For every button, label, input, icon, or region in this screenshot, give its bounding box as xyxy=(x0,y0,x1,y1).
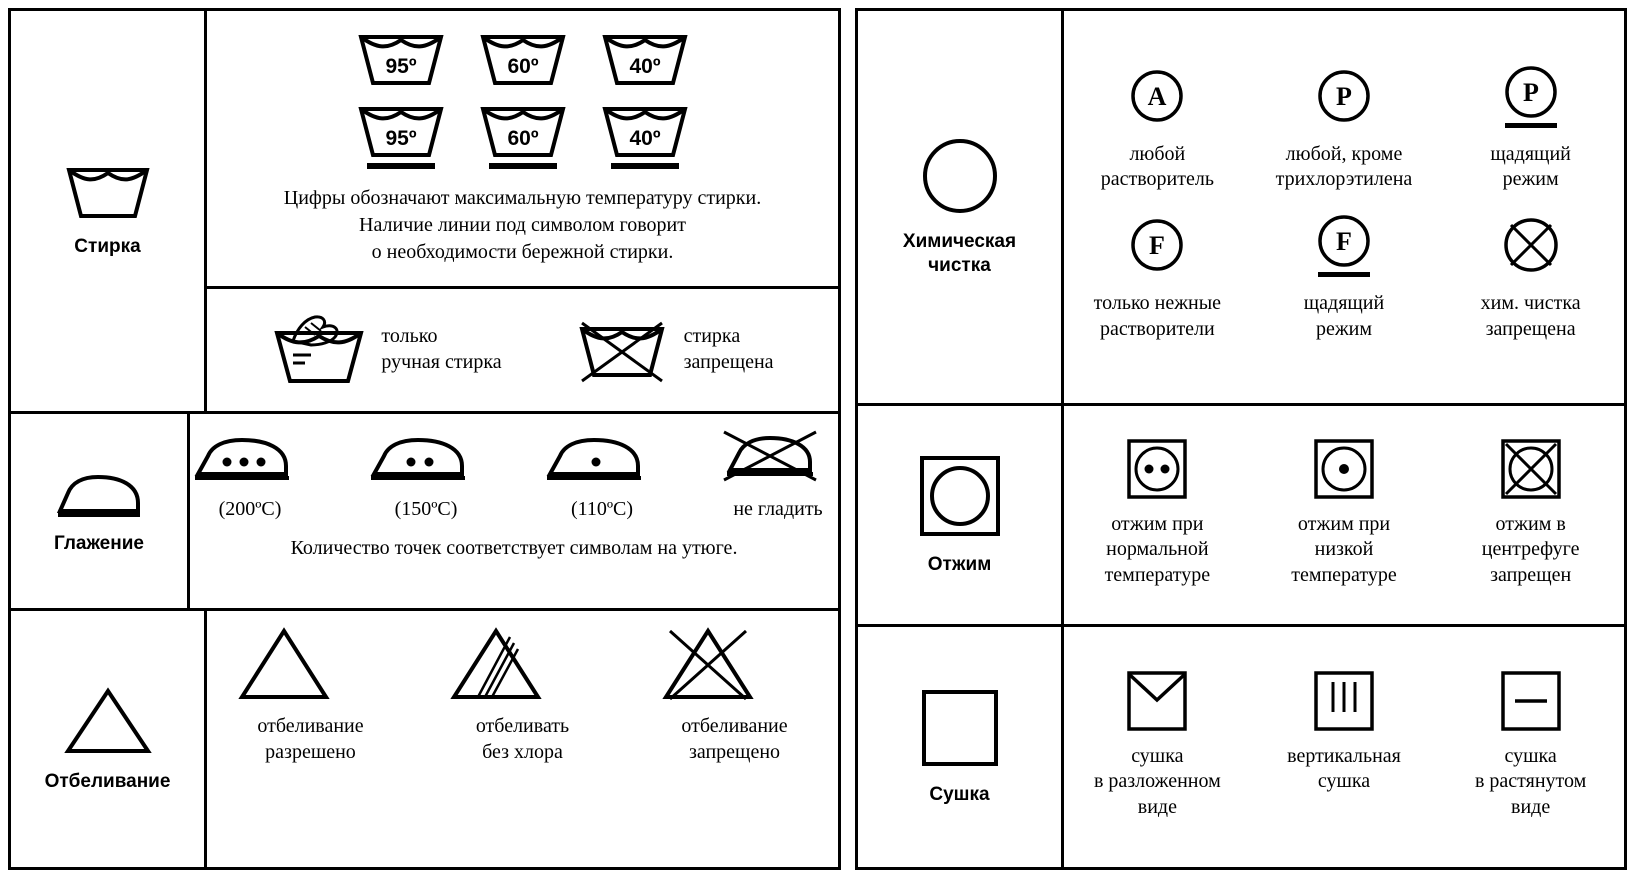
dryclean-f-caption-line-1: только нежные xyxy=(1093,292,1222,314)
spin-normal-item xyxy=(1064,428,1251,603)
bleach-items xyxy=(207,611,838,765)
wash-special xyxy=(207,286,838,411)
drycleaning-body xyxy=(1064,11,1624,403)
spin-low-caption-line-2: низкой xyxy=(1314,538,1374,561)
wash-note-line-1: Цифры обозначают максимальную температуру стирки. xyxy=(283,187,762,209)
no-spin-icon xyxy=(1498,438,1564,500)
dry-flat-item xyxy=(1064,660,1251,835)
dry-stretched-caption xyxy=(1475,744,1586,821)
iron-1-dot-item xyxy=(542,428,662,521)
dry-flat-icon xyxy=(1124,670,1190,732)
row-drying xyxy=(855,627,1627,870)
row-wash xyxy=(8,8,841,414)
dryclean-p-icon xyxy=(1313,68,1375,130)
dryclean-f-item xyxy=(1064,207,1251,356)
bleach-allowed-caption-line-1: отбеливание xyxy=(257,715,364,737)
spin-low-icon xyxy=(1311,438,1377,500)
spin-normal-caption-line-3: температуре xyxy=(1104,563,1211,586)
category-ironing-label: Глажение xyxy=(54,533,144,554)
row-ironing xyxy=(8,414,841,611)
bleach-allowed-caption xyxy=(236,713,386,765)
dryclean-f-gentle-icon xyxy=(1313,217,1375,279)
dry-flat-caption-line-2: в разложенном xyxy=(1093,770,1221,793)
no-dryclean-caption-line-1: хим. чистка xyxy=(1480,292,1581,314)
no-iron-caption: не гладить xyxy=(733,498,823,520)
no-spin-caption xyxy=(1482,512,1580,589)
dry-vertical-caption xyxy=(1287,744,1401,795)
category-drycleaning-label xyxy=(903,230,1016,278)
wash-40-gentle-icon xyxy=(601,103,689,175)
dry-stretched-caption-line-1: сушка xyxy=(1504,744,1557,767)
no-wash-caption xyxy=(684,323,774,375)
dryclean-f-gentle-item xyxy=(1251,207,1438,356)
dryclean-p-caption-line-1: любой, кроме xyxy=(1285,142,1403,165)
dry-stretched-icon xyxy=(1498,670,1564,732)
iron-3-dots-caption: (200ºC) xyxy=(218,498,282,520)
bleach-allowed-icon xyxy=(236,625,386,703)
category-bleaching-label: Отбеливание xyxy=(44,771,171,792)
spin-normal-caption-line-1: отжим при xyxy=(1111,512,1204,535)
spin-low-caption-line-3: температуре xyxy=(1291,563,1397,586)
iron-3-dots-icon xyxy=(190,428,310,486)
iron-3-dots-item xyxy=(190,428,310,521)
bleach-allowed-caption-line-2: разрешено xyxy=(265,741,356,763)
dryclean-p-gentle-caption-line-2: режим xyxy=(1502,168,1559,191)
svg-text:95º: 95º xyxy=(384,55,417,78)
svg-text:P: P xyxy=(1522,77,1539,107)
dry-flat-caption xyxy=(1094,744,1221,821)
chart-table xyxy=(8,8,1627,870)
no-spin-caption-line-3: запрещен xyxy=(1490,563,1572,586)
svg-text:60º: 60º xyxy=(506,127,539,150)
dry-flat-caption-line-3: виде xyxy=(1137,795,1177,818)
bleach-no-chlorine-caption-line-2: без хлора xyxy=(482,741,563,763)
dryclean-a-caption-line-2: растворитель xyxy=(1100,168,1214,191)
category-bleaching xyxy=(11,611,207,867)
dryclean-p-gentle-caption-line-1: щадящий xyxy=(1490,142,1571,165)
dryclean-f-icon xyxy=(1126,217,1188,279)
drying-body xyxy=(1064,627,1624,867)
no-dryclean-item xyxy=(1437,207,1624,356)
wash-40-icon xyxy=(601,31,689,93)
row-spin xyxy=(855,406,1627,627)
no-wash-icon xyxy=(574,311,670,387)
dryclean-p-gentle-caption xyxy=(1490,142,1570,193)
dryclean-p-gentle-item xyxy=(1437,58,1624,207)
right-column xyxy=(855,8,1627,870)
no-wash-caption-line-1: стирка xyxy=(683,325,741,347)
svg-text:40º: 40º xyxy=(628,55,661,78)
wash-temp-row-2 xyxy=(207,93,838,175)
category-spin xyxy=(858,406,1064,624)
dryclean-a-item xyxy=(1064,58,1251,207)
dryclean-f-gentle-caption xyxy=(1304,291,1384,342)
no-wash-caption-line-2: запрещена xyxy=(683,351,774,373)
dryclean-f-gentle-caption-line-1: щадящий xyxy=(1303,292,1385,314)
dryclean-f-caption-line-2: растворители xyxy=(1099,317,1215,340)
dryclean-p-caption xyxy=(1276,142,1413,193)
spin-normal-icon xyxy=(1124,438,1190,500)
row-drycleaning xyxy=(855,8,1627,406)
iron-2-dots-caption: (150ºC) xyxy=(394,498,458,520)
category-drying xyxy=(858,627,1064,867)
ironing-body xyxy=(190,414,838,608)
wash-note-line-2: Наличие линии под символом говорит xyxy=(359,214,686,236)
dry-vertical-caption-line-1: вертикальная xyxy=(1287,744,1401,767)
svg-text:40º: 40º xyxy=(628,127,661,150)
dry-stretched-caption-line-3: виде xyxy=(1511,795,1551,818)
category-ironing xyxy=(11,414,190,608)
category-wash xyxy=(11,11,207,411)
triangle-icon xyxy=(64,685,152,757)
category-drycleaning-label-line-1: Химическая xyxy=(902,231,1017,253)
bleach-forbidden-icon xyxy=(660,625,810,703)
dryclean-p-gentle-icon xyxy=(1500,68,1562,130)
iron-2-dots-item xyxy=(366,428,486,521)
dry-vertical-caption-line-2: сушка xyxy=(1317,770,1371,793)
dry-vertical-item xyxy=(1251,660,1438,835)
tumble-dry-icon xyxy=(917,453,1003,539)
wash-temp-row-1 xyxy=(207,17,838,93)
no-spin-caption-line-2: центрефуге xyxy=(1481,538,1580,561)
category-spin-label: Отжим xyxy=(927,554,992,576)
dry-stretched-caption-line-2: в растянутом xyxy=(1474,770,1587,793)
no-dryclean-icon xyxy=(1498,217,1564,279)
dryclean-a-icon xyxy=(1126,68,1188,130)
circle-icon xyxy=(920,136,1000,216)
hand-wash-caption-line-1: только xyxy=(381,325,438,347)
bleach-forbidden-caption-line-2: запрещено xyxy=(688,741,781,763)
svg-text:P: P xyxy=(1336,81,1352,111)
category-drycleaning xyxy=(858,11,1064,403)
no-spin-caption-line-1: отжим в xyxy=(1495,512,1566,535)
wash-95-gentle-icon xyxy=(357,103,445,175)
bleach-no-chlorine-icon xyxy=(448,625,598,703)
wash-note-line-3: о необходимости бережной стирки. xyxy=(371,241,674,263)
no-dryclean-caption-line-2: запрещена xyxy=(1485,317,1576,340)
dry-flat-caption-line-1: сушка xyxy=(1131,744,1184,767)
iron-items xyxy=(190,414,838,521)
bleach-forbidden-caption-line-1: отбеливание xyxy=(681,715,788,737)
dry-vertical-icon xyxy=(1311,670,1377,732)
spin-low-caption xyxy=(1291,512,1397,589)
bleach-no-chlorine-caption xyxy=(448,713,598,765)
bleach-no-chlorine-item xyxy=(448,625,598,765)
spin-low-item xyxy=(1251,428,1438,603)
bleach-allowed-item xyxy=(236,625,386,765)
category-wash-label: Стирка xyxy=(74,236,141,257)
dryclean-f-gentle-caption-line-2: режим xyxy=(1315,317,1373,340)
bleach-no-chlorine-caption-line-1: отбеливать xyxy=(475,715,570,737)
wash-note xyxy=(207,175,838,280)
bleaching-body xyxy=(207,611,838,867)
dryclean-a-caption xyxy=(1101,142,1214,193)
wash-temperatures xyxy=(207,11,838,286)
square-icon xyxy=(919,687,1001,769)
svg-text:60º: 60º xyxy=(506,55,539,78)
wash-basin-icon xyxy=(65,164,151,222)
spin-body xyxy=(1064,406,1624,624)
wash-60-icon xyxy=(479,31,567,93)
hand-wash-icon xyxy=(271,311,367,387)
no-wash-pair xyxy=(574,311,774,387)
no-dryclean-caption xyxy=(1481,291,1581,342)
hand-wash-pair xyxy=(271,311,501,387)
wash-special-pairs xyxy=(207,295,838,405)
svg-text:F: F xyxy=(1149,231,1166,260)
svg-text:95º: 95º xyxy=(384,127,417,150)
wash-body xyxy=(207,11,838,411)
dryclean-a-caption-line-1: любой xyxy=(1129,142,1186,165)
dry-stretched-item xyxy=(1437,660,1624,835)
no-iron-icon xyxy=(718,428,838,486)
ironing-note: Количество точек соответствует символам на утюге. xyxy=(290,537,738,559)
svg-text:F: F xyxy=(1336,227,1352,256)
spin-low-caption-line-1: отжим при xyxy=(1297,512,1391,535)
left-column xyxy=(8,8,841,870)
category-drying-label: Сушка xyxy=(929,784,990,806)
dryclean-p-caption-line-2: трихлорэтилена xyxy=(1275,168,1413,191)
spin-normal-caption-line-2: нормальной xyxy=(1106,538,1209,561)
wash-60-gentle-icon xyxy=(479,103,567,175)
dryclean-p-item xyxy=(1251,58,1438,207)
dryclean-f-caption xyxy=(1094,291,1221,342)
iron-2-dots-icon xyxy=(366,428,486,486)
bleach-forbidden-caption xyxy=(660,713,810,765)
hand-wash-caption xyxy=(381,323,501,375)
bleach-forbidden-item xyxy=(660,625,810,765)
no-spin-item xyxy=(1437,428,1624,603)
iron-1-dot-icon xyxy=(542,428,662,486)
row-bleaching xyxy=(8,611,841,870)
wash-95-icon xyxy=(357,31,445,93)
svg-text:A: A xyxy=(1147,81,1167,111)
spin-normal-caption xyxy=(1105,512,1211,589)
no-iron-item xyxy=(718,428,838,521)
iron-1-dot-caption: (110ºC) xyxy=(570,498,634,520)
iron-icon xyxy=(54,467,144,519)
hand-wash-caption-line-2: ручная стирка xyxy=(381,351,502,373)
category-drycleaning-label-line-2: чистка xyxy=(928,255,991,276)
